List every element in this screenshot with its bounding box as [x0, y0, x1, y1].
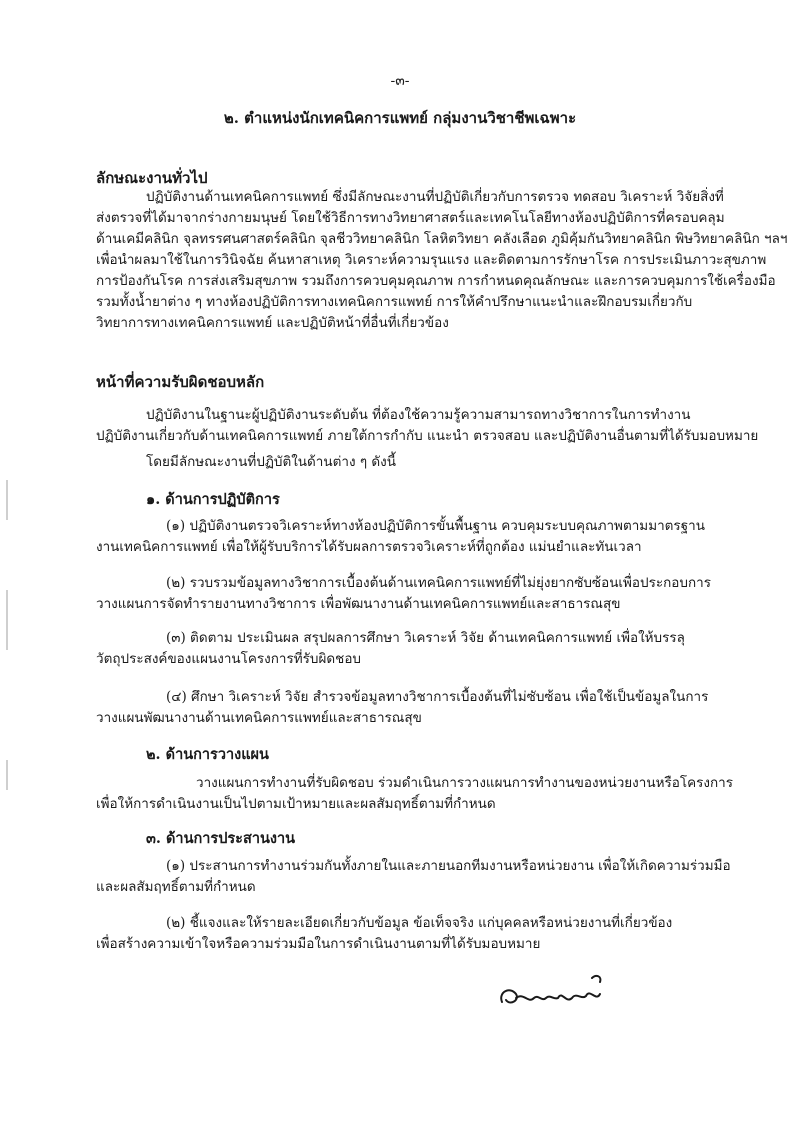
paragraph-line: (๒) ชี้แจงและให้รายละเอียดเกี่ยวกับข้อมูล ข้อเท็จจริง แก่บุคคลหรือหน่วยงานที่เกี่ยวข้อง [166, 915, 673, 931]
paragraph-line: โดยมีลักษณะงานที่ปฏิบัติในด้านต่าง ๆ ดังนี้ [146, 454, 396, 470]
paragraph-line: ส่งตรวจที่ได้มาจากร่างกายมนุษย์ โดยใช้วิธีการทางวิทยาศาสตร์และเทคโนโลยีทางห้องปฏิบัติการที่ครอบคลุม [96, 210, 725, 226]
section-1-item-2 [96, 573, 711, 615]
paragraph-line: วางแผนการจัดทำรายงานทางวิชาการ เพื่อพัฒนางานด้านเทคนิคการแพทย์และสาธารณสุข [96, 596, 621, 612]
paragraph-line: และผลสัมฤทธิ์ตามที่กำหนด [96, 879, 256, 895]
section-2-paragraph [96, 773, 733, 815]
general-heading: ลักษณะงานทั่วไป [96, 169, 208, 187]
scan-margin-mark [6, 590, 8, 650]
paragraph-line: เพื่อนำผลมาใช้ในการวินิจฉัย ค้นหาสาเหตุ วิเคราะห์ความรุนแรง และติดตามการรักษาโรค การประเมินภาวะสุขภาพ [96, 252, 767, 268]
general-paragraph [96, 187, 788, 334]
paragraph-line: ปฏิบัติงานเกี่ยวกับด้านเทคนิคการแพทย์ ภายใต้การกำกับ แนะนำ ตรวจสอบ และปฏิบัติงานอื่นตามที่ได้รับมอบหมาย [96, 428, 759, 444]
section-3-heading: ๓. ด้านการประสานงาน [146, 830, 296, 847]
paragraph-line: การป้องกันโรค การส่งเสริมสุขภาพ รวมถึงการควบคุมคุณภาพ การกำหนดคุณลักษณะ และการควบคุมการใช้เครื่องมือ [96, 273, 776, 289]
paragraph-line: รวมทั้งน้ำยาต่าง ๆ ทางห้องปฏิบัติการทางเทคนิคการแพทย์ การให้คำปรึกษาแนะนำและฝึกอบรมเกี่ยวกับ [96, 294, 693, 310]
paragraph-line: (๒) รวบรวมข้อมูลทางวิชาการเบื้องต้นด้านเทคนิคการแพทย์ที่ไม่ยุ่งยากซับซ้อนเพื่อประกอบการ [166, 575, 711, 591]
paragraph-line: (๑) ปฏิบัติงานตรวจวิเคราะห์ทางห้องปฏิบัติการขั้นพื้นฐาน ควบคุมระบบคุณภาพตามมาตรฐาน [166, 518, 705, 534]
section-3-item-2 [96, 913, 672, 955]
scan-margin-mark [6, 480, 8, 520]
document-title: ๒. ตำแหน่งนักเทคนิคการแพทย์ กลุ่มงานวิชาชีพเฉพาะ [223, 109, 577, 127]
paragraph-line: (๓) ติดตาม ประเมินผล สรุปผลการศึกษา วิเคราะห์ วิจัย ด้านเทคนิคการแพทย์ เพื่อให้บรรลุ [166, 630, 685, 646]
section-1-item-1 [96, 516, 705, 558]
paragraph-line: วัตถุประสงค์ของแผนงานโครงการที่รับผิดชอบ [96, 651, 361, 667]
section-1-heading: ๑. ด้านการปฏิบัติการ [146, 491, 280, 508]
page-number: -๓- [390, 73, 410, 89]
paragraph-line: (๑) ประสานการทำงานร่วมกันทั้งภายในและภายนอกทีมงานหรือหน่วยงาน เพื่อให้เกิดความร่วมมือ [166, 858, 731, 874]
duties-heading: หน้าที่ความรับผิดชอบหลัก [96, 373, 265, 391]
paragraph-line: เพื่อให้การดำเนินงานเป็นไปตามเป้าหมายและผลสัมฤทธิ์ตามที่กำหนด [96, 796, 496, 812]
paragraph-line: ด้านเคมีคลินิก จุลทรรศนศาสตร์คลินิก จุลชีววิทยาคลินิก โลหิตวิทยา คลังเลือด ภูมิคุ้มกันวิทยาคลินิก พิษวิทยาคลินิก ฯลฯ [96, 231, 788, 247]
paragraph-line: ปฏิบัติงานในฐานะผู้ปฏิบัติงานระดับต้น ที่ต้องใช้ความรู้ความสามารถทางวิชาการในการทำงาน [146, 407, 691, 423]
paragraph-line: งานเทคนิคการแพทย์ เพื่อให้ผู้รับบริการได้รับผลการตรวจวิเคราะห์ที่ถูกต้อง แม่นยำและทันเวลา [96, 539, 642, 555]
paragraph-line: วางแผนการทำงานที่รับผิดชอบ ร่วมดำเนินการวางแผนการทำงานของหน่วยงานหรือโครงการ [196, 775, 733, 791]
paragraph-line: วางแผนพัฒนางานด้านเทคนิคการแพทย์และสาธารณสุข [96, 710, 422, 726]
signature-image [496, 968, 616, 1016]
scan-margin-mark [6, 760, 8, 790]
duties-intro [96, 405, 758, 473]
section-1-item-3 [96, 628, 685, 670]
paragraph-line: วิทยาการทางเทคนิคการแพทย์ และปฏิบัติหน้าที่อื่นที่เกี่ยวข้อง [96, 315, 449, 331]
paragraph-line: ปฏิบัติงานด้านเทคนิคการแพทย์ ซึ่งมีลักษณะงานที่ปฏิบัติเกี่ยวกับการตรวจ ทดสอบ วิเคราะห์ วิจัยสิ่งที่ [146, 189, 724, 205]
paragraph-line: เพื่อสร้างความเข้าใจหรือความร่วมมือในการดำเนินงานตามที่ได้รับมอบหมาย [96, 936, 541, 952]
section-1-item-4 [96, 687, 708, 729]
section-3-item-1 [96, 856, 731, 898]
section-2-heading: ๒. ด้านการวางแผน [146, 746, 269, 763]
paragraph-line: (๔) ศึกษา วิเคราะห์ วิจัย สำรวจข้อมูลทางวิชาการเบื้องต้นที่ไม่ซับซ้อน เพื่อใช้เป็นข้อมูลในการ [166, 689, 709, 705]
